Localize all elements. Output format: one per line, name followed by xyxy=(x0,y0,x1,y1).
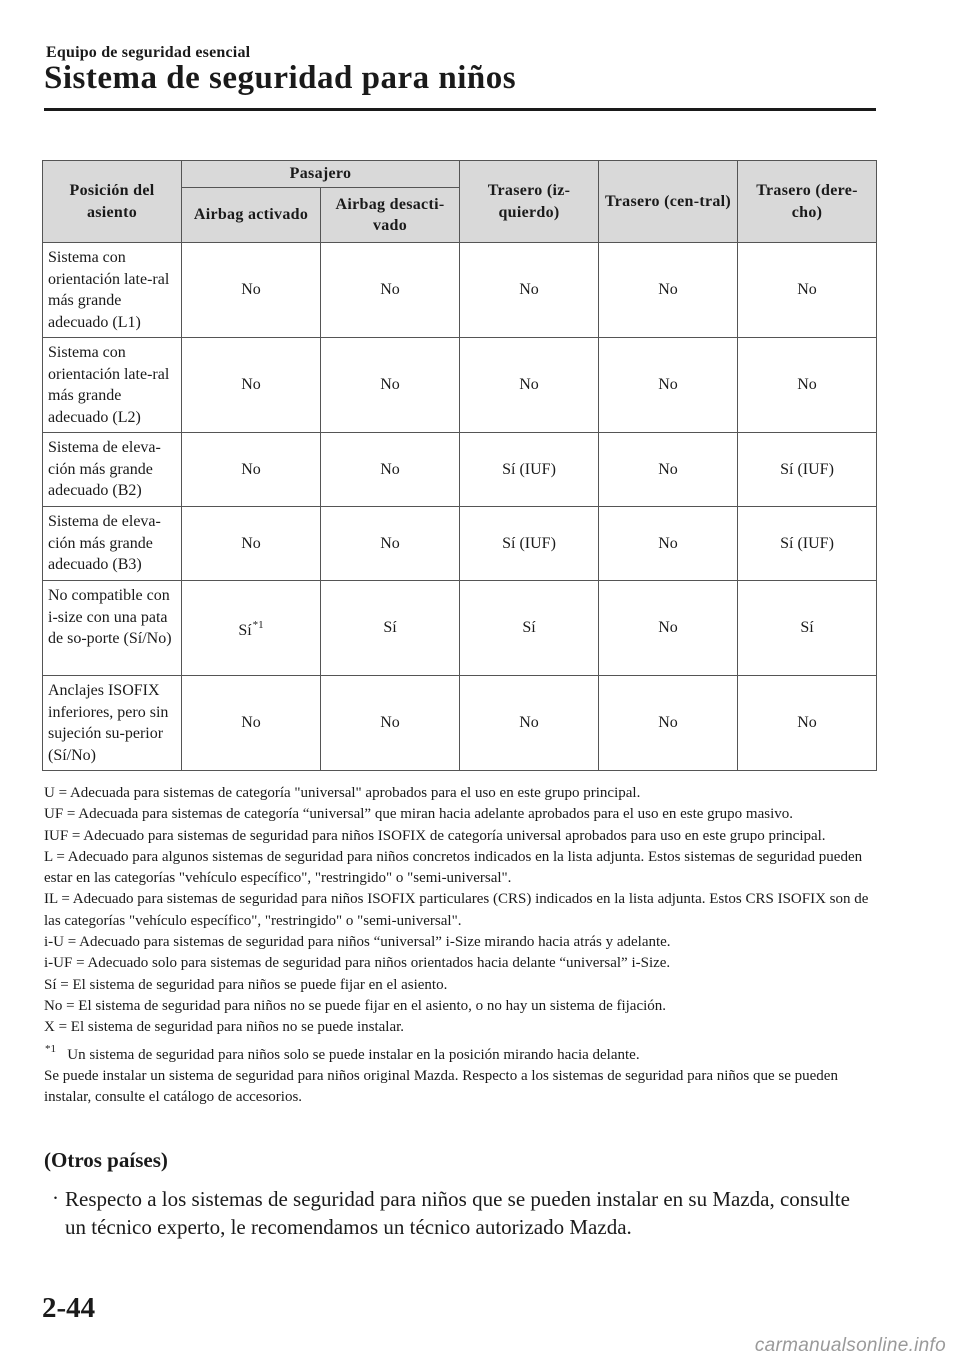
row-label: Sistema con orientación late-ral más grande adecuado (L2) xyxy=(43,338,182,433)
cell-airbag-off: No xyxy=(321,433,460,507)
legend-il: IL = Adecuado para sistemas de seguridad para niños ISOFIX particulares (CRS) indicados en la lista adjunta. Estos CRS ISOFIX son de las categorías "vehículo específico", "restringido" o "semi-universal". xyxy=(44,891,869,929)
cell-rear-right: No xyxy=(738,676,877,771)
table-row xyxy=(43,338,877,433)
header-rear-right: Trasero (dere-cho) xyxy=(738,161,877,243)
section-label: Equipo de seguridad esencial xyxy=(46,44,251,61)
legend xyxy=(44,783,874,1108)
seat-compatibility-table xyxy=(42,160,877,771)
row-label: No compatible con i-size con una pata de so-porte (Sí/No) xyxy=(43,581,182,676)
cell-rear-right: Sí (IUF) xyxy=(738,507,877,581)
table-row xyxy=(43,507,877,581)
bullet-text: Respecto a los sistemas de seguridad para niños que se pueden instalar en su Mazda, consulte un técnico experto, le recomendamos un técnico autorizado Mazda. xyxy=(65,1187,850,1239)
row-label: Sistema de eleva-ción más grande adecuado (B2) xyxy=(43,433,182,507)
cell-airbag-on: No xyxy=(182,507,321,581)
cell-rear-left: Sí (IUF) xyxy=(460,507,599,581)
cell-rear-right: No xyxy=(738,243,877,338)
cell-rear-left: No xyxy=(460,243,599,338)
cell-airbag-on xyxy=(182,581,321,676)
title-rule xyxy=(44,108,876,111)
table-row xyxy=(43,243,877,338)
cell-rear-left: Sí xyxy=(460,581,599,676)
cell-rear-center: No xyxy=(599,338,738,433)
cell-airbag-off: No xyxy=(321,243,460,338)
cell-airbag-on: No xyxy=(182,243,321,338)
other-countries-bullet xyxy=(46,1185,866,1241)
cell-rear-center: No xyxy=(599,507,738,581)
cell-airbag-on: No xyxy=(182,433,321,507)
page-number: 2-44 xyxy=(42,1292,96,1324)
cell-value: Sí xyxy=(238,621,252,639)
legend-u: U = Adecuada para sistemas de categoría "universal" aprobados para el uso en este grupo principal. xyxy=(44,785,641,801)
legend-iuf-forward: i-UF = Adecuado solo para sistemas de seguridad para niños orientados hacia delante “universal” i-Size. xyxy=(44,955,671,972)
cell-rear-center: No xyxy=(599,243,738,338)
cell-rear-center: No xyxy=(599,676,738,771)
table-row xyxy=(43,676,877,771)
table-row xyxy=(43,433,877,507)
row-label: Sistema de eleva-ción más grande adecuado (B3) xyxy=(43,507,182,581)
cell-rear-right: No xyxy=(738,338,877,433)
cell-airbag-on: No xyxy=(182,338,321,433)
watermark: carmanualsonline.info xyxy=(754,1335,946,1356)
legend-si: Sí = El sistema de seguridad para niños se puede fijar en el asiento. xyxy=(44,976,448,993)
footnote-mark: *1 xyxy=(252,618,264,631)
legend-l: L = Adecuado para algunos sistemas de seguridad para niños concretos indicados en la lista adjunta. Estos sistemas de seguridad pueden estar en las categorías "vehículo específico", "restringido" o "semi-universal". xyxy=(44,848,863,887)
footnote-mark: *1 xyxy=(45,1042,56,1055)
cell-rear-left: Sí (IUF) xyxy=(460,433,599,507)
header-rear-center: Trasero (cen-tral) xyxy=(599,161,738,243)
header-airbag-off: Airbag desacti-vado xyxy=(321,188,460,243)
cell-airbag-off: No xyxy=(321,676,460,771)
table-row xyxy=(43,581,877,676)
bullet-dot-icon: · xyxy=(52,1186,59,1210)
header-airbag-on: Airbag activado xyxy=(182,188,321,243)
cell-rear-left: No xyxy=(460,338,599,433)
cell-airbag-off: Sí xyxy=(321,581,460,676)
legend-iuf: IUF = Adecuado para sistemas de seguridad para niños ISOFIX de categoría universal aprobados para uso en este grupo principal. xyxy=(44,827,826,844)
table-header-row xyxy=(43,161,877,188)
cell-airbag-off: No xyxy=(321,338,460,433)
page-title: Sistema de seguridad para niños xyxy=(44,60,517,96)
header-passenger: Pasajero xyxy=(182,161,460,188)
header-rear-left: Trasero (iz-quierdo) xyxy=(460,161,599,243)
cell-rear-left: No xyxy=(460,676,599,771)
legend-no: No = El sistema de seguridad para niños no se puede fijar en el asiento, o no hay un sistema de fijación. xyxy=(44,997,667,1014)
cell-rear-right: Sí xyxy=(738,581,877,676)
row-label: Sistema con orientación late-ral más grande adecuado (L1) xyxy=(43,243,182,338)
cell-rear-right: Sí (IUF) xyxy=(738,433,877,507)
other-countries-heading: (Otros países) xyxy=(44,1148,168,1172)
header-seat-position: Posición del asiento xyxy=(43,161,182,243)
cell-rear-center: No xyxy=(599,581,738,676)
cell-airbag-on: No xyxy=(182,676,321,771)
cell-rear-center: No xyxy=(599,433,738,507)
legend-iu: i-U = Adecuado para sistemas de seguridad para niños “universal” i-Size mirando hacia atrás y adelante. xyxy=(44,934,671,951)
row-label: Anclajes ISOFIX inferiores, pero sin sujeción su-perior (Sí/No) xyxy=(43,676,182,771)
legend-uf: UF = Adecuada para sistemas de categoría “universal” que miran hacia adelante aprobados para el uso en este grupo masivo. xyxy=(44,806,794,823)
cell-airbag-off: No xyxy=(321,507,460,581)
footnote xyxy=(44,1039,874,1066)
footnote-text: Un sistema de seguridad para niños solo se puede instalar en la posición mirando hacia delante. xyxy=(67,1046,640,1063)
legend-x: X = El sistema de seguridad para niños no se puede instalar. xyxy=(44,1019,405,1036)
mazda-note: Se puede instalar un sistema de seguridad para niños original Mazda. Respecto a los sistemas de seguridad para niños que se pueden instalar, consulte el catálogo de accesorios. xyxy=(44,1067,838,1106)
